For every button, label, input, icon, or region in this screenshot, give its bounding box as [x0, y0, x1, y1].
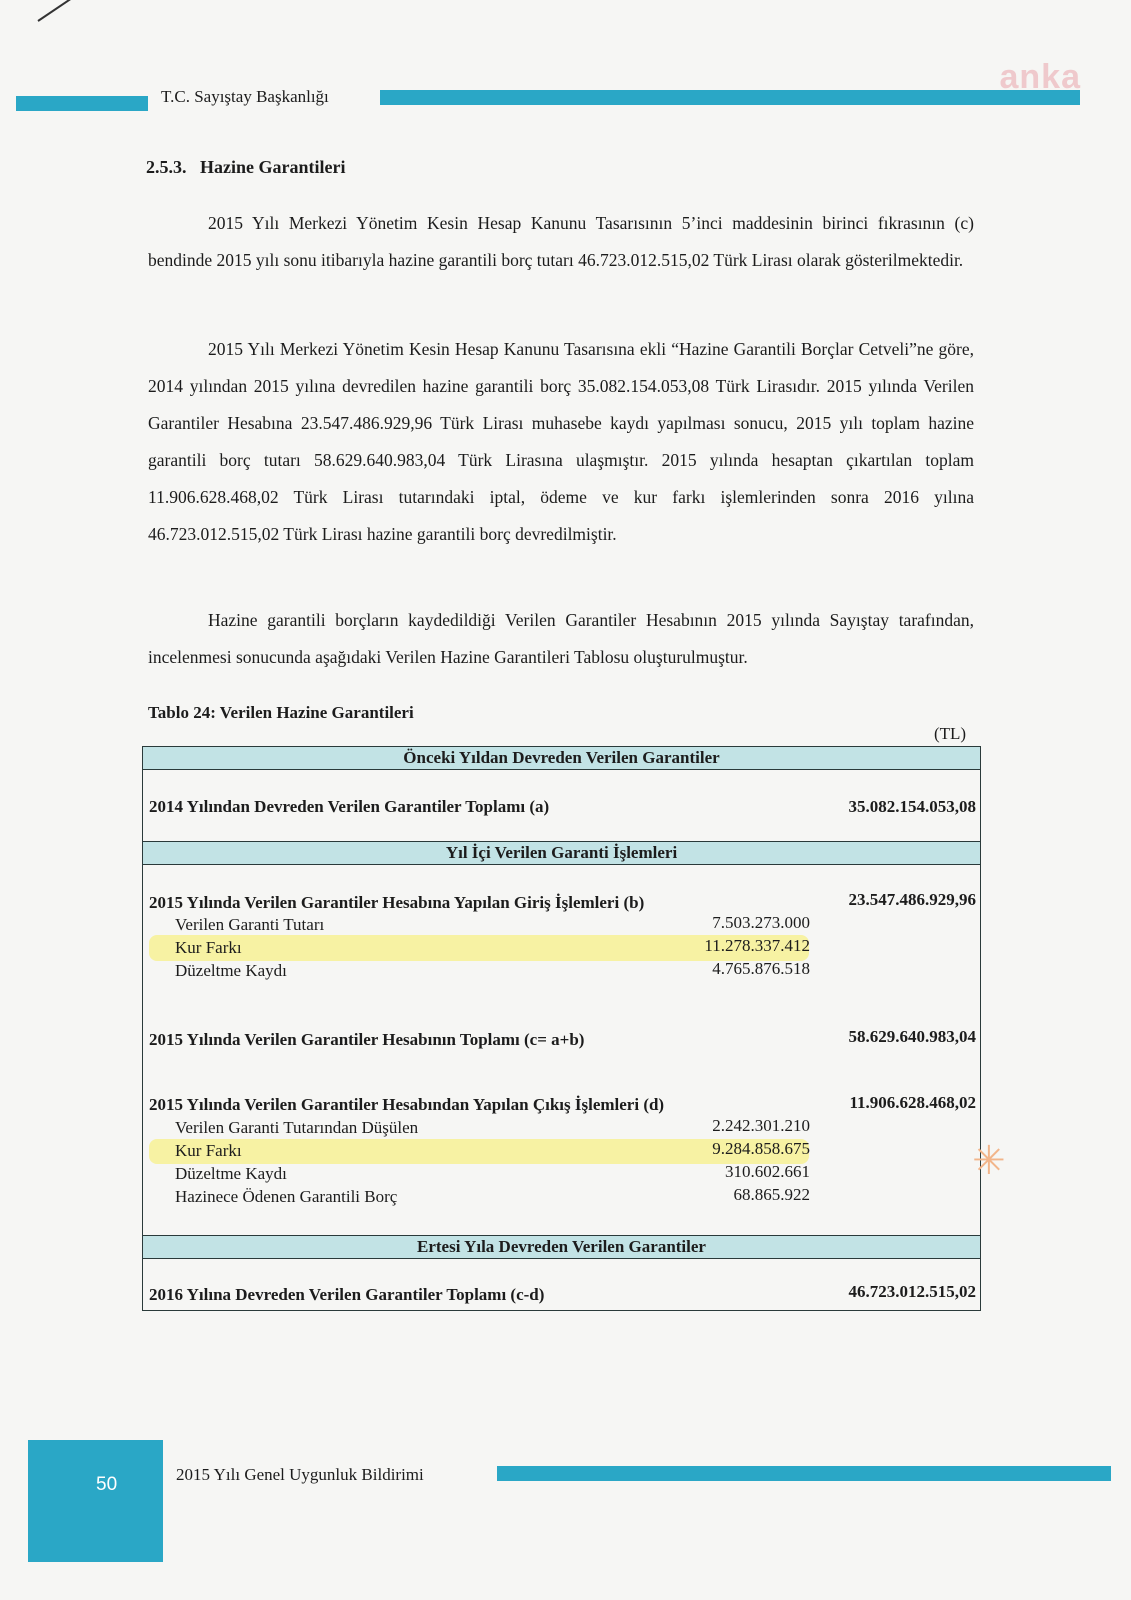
footer-report-title: 2015 Yılı Genel Uygunluk Bildirimi — [176, 1465, 424, 1484]
row-b-item-label: Kur Farkı — [175, 938, 242, 957]
watermark-logo: anka — [999, 58, 1081, 96]
header-bar-right — [380, 90, 1080, 105]
section-title: Hazine Garantileri — [200, 157, 346, 177]
header-bar-left — [16, 96, 148, 111]
highlight-marker — [149, 1139, 809, 1164]
row-d-amount: 11.906.628.468,02 — [849, 1093, 976, 1112]
table-band-next-year: Ertesi Yıla Devreden Verilen Garantiler — [143, 1235, 980, 1259]
row-b-label: 2015 Yılında Verilen Garantiler Hesabına Yapılan Giriş İşlemleri (b) — [149, 893, 645, 912]
row-b-item-amount: 7.503.273.000 — [712, 913, 810, 932]
asterisk-mark-icon: ✳ — [972, 1138, 1006, 1184]
row-e-label: 2016 Yılına Devreden Verilen Garantiler Toplamı (c-d) — [149, 1285, 545, 1304]
row-b-item-label: Düzeltme Kaydı — [175, 961, 287, 980]
row-a-label: 2014 Yılından Devreden Verilen Garantiler Toplamı (a) — [149, 797, 550, 816]
row-d-item-amount: 9.284.858.675 — [712, 1139, 810, 1158]
table-unit: (TL) — [934, 724, 967, 743]
header-institution: T.C. Sayıştay Başkanlığı — [161, 87, 329, 106]
section-heading — [146, 157, 345, 178]
row-c-label: 2015 Yılında Verilen Garantiler Hesabının Toplamı (c= a+b) — [149, 1030, 585, 1049]
table-caption: Tablo 24: Verilen Hazine Garantileri — [148, 703, 414, 722]
row-d-item-label: Kur Farkı — [175, 1141, 242, 1160]
table-band-in-year: Yıl İçi Verilen Garanti İşlemleri — [143, 841, 980, 865]
row-d-item-label: Hazinece Ödenen Garantili Borç — [175, 1187, 398, 1206]
footer-bar — [497, 1466, 1111, 1481]
section-number: 2.5.3. — [146, 157, 187, 177]
paragraph-2: 2015 Yılı Merkezi Yönetim Kesin Hesap Kanunu Tasarısına ekli “Hazine Garantili Borçlar Cetveli”ne göre, 2014 yılından 2015 yılına devredilen hazine garantili borç 35.082.154.053,08 Türk Lirasıdır. 2015 yılında Verilen Garantiler Hesabına 23.547.486.929,96 Türk Lirası muhasebe kaydı yapılması sonucu, 2015 yılı toplam hazine garantili borç tutarı 58.629.640.983,04 Türk Lirasına ulaşmıştır. 2015 yılında hesaptan çıkartılan toplam 11.906.628.468,02 Türk Lirası tutarındaki iptal, ödeme ve kur farkı işlemlerinden sonra 2016 yılına 46.723.012.515,02 Türk Lirası hazine garantili borç devredilmiştir. — [148, 339, 974, 544]
row-d-item-label: Verilen Garanti Tutarından Düşülen — [175, 1118, 419, 1137]
row-d-item-label: Düzeltme Kaydı — [175, 1164, 287, 1183]
row-e-amount: 46.723.012.515,02 — [848, 1282, 976, 1301]
row-d-item-amount: 68.865.922 — [733, 1185, 810, 1204]
guarantees-table — [142, 746, 981, 1311]
pen-mark — [37, 0, 96, 22]
row-c-amount: 58.629.640.983,04 — [848, 1027, 976, 1046]
paragraph-1: 2015 Yılı Merkezi Yönetim Kesin Hesap Kanunu Tasarısının 5’inci maddesinin birinci fıkrasının (c) bendinde 2015 yılı sonu itibarıyla hazine garantili borç tutarı 46.723.012.515,02 Türk Lirası olarak gösterilmektedir. — [148, 213, 974, 270]
row-b-item-amount: 11.278.337.412 — [704, 936, 810, 955]
footer-page-box — [28, 1440, 163, 1562]
row-b-item-amount: 4.765.876.518 — [712, 959, 810, 978]
row-b-item-label: Verilen Garanti Tutarı — [175, 915, 325, 934]
page-number: 50 — [96, 1474, 118, 1495]
row-d-item-amount: 2.242.301.210 — [712, 1116, 810, 1135]
table-band-previous-year: Önceki Yıldan Devreden Verilen Garantiler — [143, 747, 980, 770]
row-d-label: 2015 Yılında Verilen Garantiler Hesabından Yapılan Çıkış İşlemleri (d) — [149, 1095, 665, 1114]
row-b-amount: 23.547.486.929,96 — [848, 890, 976, 909]
paragraph-3: Hazine garantili borçların kaydedildiği Verilen Garantiler Hesabının 2015 yılında Sayıştay tarafından, incelenmesi sonucunda aşağıdaki Verilen Hazine Garantileri Tablosu oluşturulmuştur. — [148, 610, 974, 667]
row-d-item-amount: 310.602.661 — [725, 1162, 810, 1181]
row-a-amount: 35.082.154.053,08 — [848, 797, 976, 816]
